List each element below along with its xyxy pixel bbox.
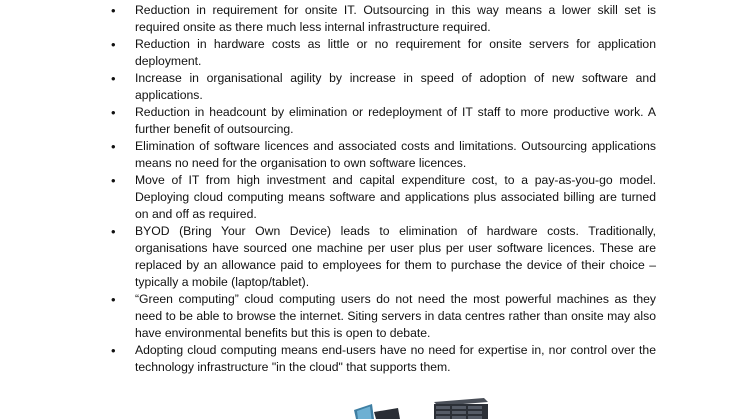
list-item: • BYOD (Bring Your Own Device) leads to elimination of hardware costs. Traditionally, organisations have sourced one machine per user plus per user software licences. These are replaced by an allowance paid to employees for them to purchase the device of their choice – typically a mobile (laptop/tablet). xyxy=(110,223,656,291)
list-item: • Reduction in headcount by elimination or redeployment of IT staff to more productive work. A further benefit of outsourcing. xyxy=(110,104,656,138)
laptop-icon xyxy=(354,404,400,419)
bullet-list xyxy=(110,2,656,376)
list-item: • Reduction in hardware costs as little or no requirement for onsite servers for application deployment. xyxy=(110,36,656,70)
list-item: • Reduction in requirement for onsite IT. Outsourcing in this way means a lower skill set is required onsite as there much less internal infrastructure required. xyxy=(110,2,656,36)
list-item: • Elimination of software licences and associated costs and limitations. Outsourcing applications means no need for the organisation to own software licences. xyxy=(110,138,656,172)
cloud-illustration xyxy=(352,398,492,419)
list-item: • Adopting cloud computing means end-users have no need for expertise in, nor control over the technology infrastructure "in the cloud" that supports them. xyxy=(110,342,656,376)
list-item: • Increase in organisational agility by increase in speed of adoption of new software and applications. xyxy=(110,70,656,104)
server-rack-icon xyxy=(434,398,488,419)
list-item: • Move of IT from high investment and capital expenditure cost, to a pay-as-you-go model. Deploying cloud computing means software and applications plus associated billing are turned on and off as required. xyxy=(110,172,656,223)
list-item: • “Green computing” cloud computing users do not need the most powerful machines as they need to be able to browse the internet. Siting servers in data centres rather than onsite may also have environmental benefits but this is open to debate. xyxy=(110,291,656,342)
